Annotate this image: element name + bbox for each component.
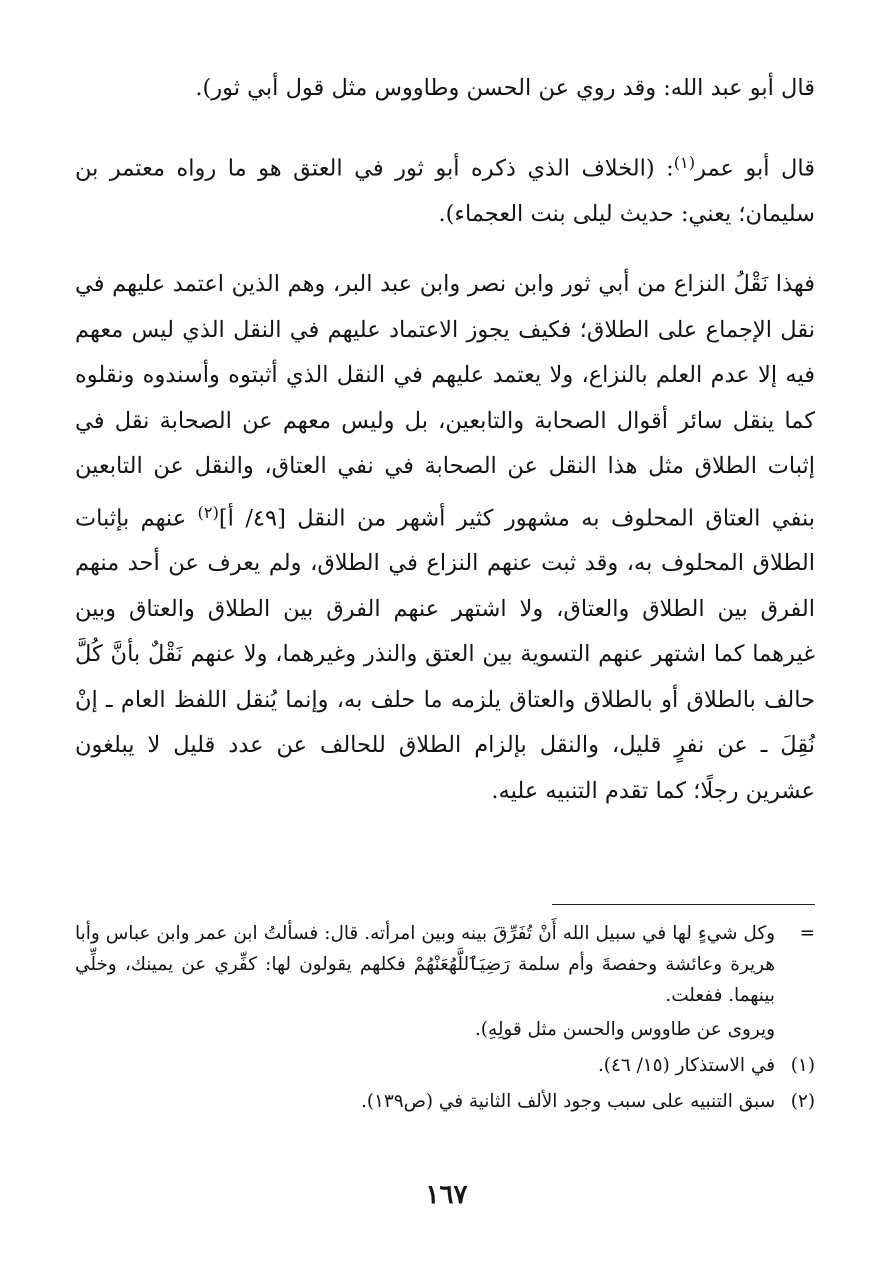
paragraph-2-text-start: قال أبو عمر xyxy=(695,155,815,182)
footnote-2-number: (٢) xyxy=(790,1091,815,1112)
page-number: ١٦٧ xyxy=(425,1180,468,1210)
paragraph-1-text: قال أبو عبد الله: وقد روي عن الحسن وطاووس مثل قول أبي ثور). xyxy=(195,75,815,101)
footnotes-section xyxy=(75,918,815,1117)
paragraph-3-text-start: فهذا نَقْلُ النزاع من أبي ثور وابن نصر وابن عبد البر، وهم الذين اعتمد عليهم في نقل الإجماع على الطلاق؛ فكيف يجوز الاعتماد عليهم في النقل الذي ليس معهم فيه إلا عدم العلم بالنزاع، ولا يعتمد عليهم في النقل الذي أثبتوه وأسندوه ونقلوه كما ينقل سائر أقوال الصحابة والتابعين، بل وليس معهم عن الصحابة نقل في إثبات الطلاق مثل هذا النقل عن الصحابة في نفي العتاق، والنقل عن التابعين بنفي العتاق المحلوف به مشهور كثير أشهر من النقل [٤٩/ أ] xyxy=(75,271,815,531)
footnote-1 xyxy=(75,1050,815,1081)
footnote-separator xyxy=(552,904,815,905)
footnote-continued xyxy=(75,918,815,1011)
paragraph-3 xyxy=(75,262,815,814)
paragraph-1 xyxy=(75,66,815,112)
paragraph-3-text-end: عنهم بإثبات الطلاق المحلوف به، وقد ثبت عنهم النزاع في الطلاق، ولم يعرف عن أحد منهم الفرق بين الطلاق والعتاق، ولا اشتهر عنهم الفرق بين الطلاق والعتاق وبين غيرهما كما اشتهر عنهم التسوية بين العتق والنذر وغيرهما، ولا عنهم نَقْلٌ بأنَّ كُلَّ حالف بالطلاق أو بالطلاق والعتاق يلزمه ما حلف به، وإنما يُنقل اللفظ العام ـ إنْ نُقِلَ ـ عن نفرٍ قليل، والنقل بإلزام الطلاق للحالف عن عدد قليل لا يبلغون عشرين رجلًا؛ كما تقدم التنبيه عليه. xyxy=(75,504,815,804)
footnote-ref-2[interactable]: (٢) xyxy=(197,502,219,522)
footnote-1-number: (١) xyxy=(790,1055,815,1076)
footnote-ref-1[interactable]: (١) xyxy=(673,153,696,172)
footnote-continued-tail-text: ويروى عن طاووس والحسن مثل قولِهِ). xyxy=(474,1019,775,1040)
footnote-continued-tail xyxy=(75,1014,815,1045)
footnote-1-text: في الاستذكار (١٥/ ٤٦). xyxy=(597,1055,775,1076)
footnote-continuation-mark: = xyxy=(799,923,815,944)
footnote-2-text: سبق التنبيه على سبب وجود الألف الثانية في (ص١٣٩). xyxy=(360,1091,775,1112)
footnote-continued-text: وكل شيءٍ لها في سبيل الله أَنْ تُفَرِّقَ بينه وبين امرأته. قال: فسألتُ ابن عمر وابن عباس وأبا هريرة وعائشة وحفصةَ وأم سلمة رَضِيَٱللَّهُعَنْهُمْ فكلهم يقولون لها: كفِّري عن يمينك، وخلِّي بينهما. ففعلت. xyxy=(75,923,775,1006)
paragraph-2-text-end: : (الخلاف الذي ذكره أبو ثور في العتق هو ما رواه معتمر بن سليمان؛ يعني: حديث ليلى بنت العجماء). xyxy=(75,155,815,227)
footnote-2 xyxy=(75,1086,815,1117)
paragraph-2 xyxy=(75,140,815,237)
